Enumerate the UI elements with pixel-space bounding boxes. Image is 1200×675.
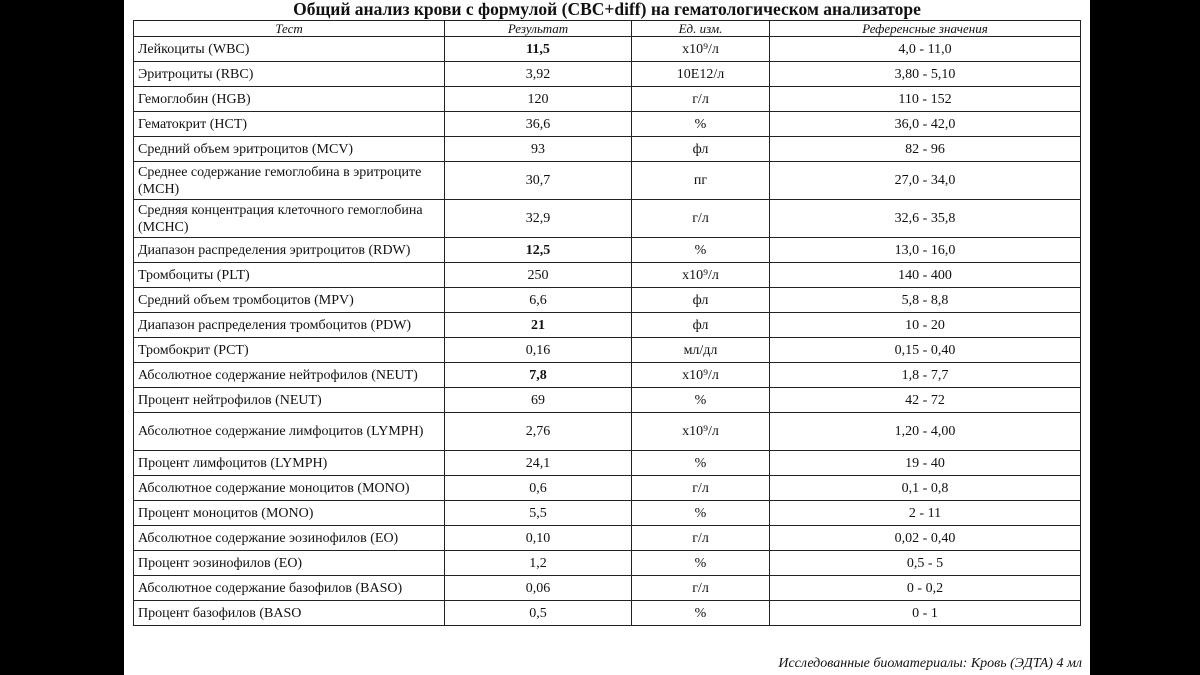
table-row xyxy=(134,62,1081,87)
unit-cell: % xyxy=(632,238,770,263)
table-row xyxy=(134,476,1081,501)
result-value-cell: 11,5 xyxy=(445,37,632,62)
test-name-cell: Средняя концентрация клеточного гемоглобина (MCHC) xyxy=(134,200,445,238)
test-name-cell: Процент эозинофилов (EO) xyxy=(134,551,445,576)
column-header-test: Тест xyxy=(134,21,445,37)
test-name-cell: Процент базофилов (BASO xyxy=(134,601,445,626)
unit-cell: x10⁹/л xyxy=(632,37,770,62)
result-value-cell: 7,8 xyxy=(445,363,632,388)
test-name-cell: Гематокрит (HCT) xyxy=(134,112,445,137)
reference-range-cell: 82 - 96 xyxy=(770,137,1081,162)
result-value-cell: 0,5 xyxy=(445,601,632,626)
table-row xyxy=(134,451,1081,476)
test-name-cell: Тромбокрит (PCT) xyxy=(134,338,445,363)
result-value-cell: 0,16 xyxy=(445,338,632,363)
result-value-cell: 36,6 xyxy=(445,112,632,137)
test-name-cell: Диапазон распределения эритроцитов (RDW) xyxy=(134,238,445,263)
table-row xyxy=(134,388,1081,413)
result-value-cell: 12,5 xyxy=(445,238,632,263)
unit-cell: фл xyxy=(632,288,770,313)
biomaterial-footer: Исследованные биоматериалы: Кровь (ЭДТА) 4 мл xyxy=(778,656,1082,671)
test-name-cell: Средний объем эритроцитов (MCV) xyxy=(134,137,445,162)
unit-cell: x10⁹/л xyxy=(632,413,770,451)
reference-range-cell: 0,15 - 0,40 xyxy=(770,338,1081,363)
results-table xyxy=(133,20,1081,626)
results-table-body xyxy=(134,37,1081,626)
reference-range-cell: 10 - 20 xyxy=(770,313,1081,338)
table-row xyxy=(134,37,1081,62)
result-value-cell: 32,9 xyxy=(445,200,632,238)
column-header-unit: Ед. изм. xyxy=(632,21,770,37)
table-row xyxy=(134,137,1081,162)
column-header-result: Результат xyxy=(445,21,632,37)
reference-range-cell: 32,6 - 35,8 xyxy=(770,200,1081,238)
table-row xyxy=(134,526,1081,551)
table-row xyxy=(134,238,1081,263)
result-value-cell: 0,6 xyxy=(445,476,632,501)
document-page xyxy=(124,0,1090,675)
reference-range-cell: 4,0 - 11,0 xyxy=(770,37,1081,62)
table-row xyxy=(134,288,1081,313)
unit-cell: % xyxy=(632,388,770,413)
reference-range-cell: 36,0 - 42,0 xyxy=(770,112,1081,137)
test-name-cell: Процент лимфоцитов (LYMPH) xyxy=(134,451,445,476)
reference-range-cell: 2 - 11 xyxy=(770,501,1081,526)
result-value-cell: 1,2 xyxy=(445,551,632,576)
table-row xyxy=(134,87,1081,112)
reference-range-cell: 5,8 - 8,8 xyxy=(770,288,1081,313)
table-row xyxy=(134,338,1081,363)
reference-range-cell: 110 - 152 xyxy=(770,87,1081,112)
result-value-cell: 6,6 xyxy=(445,288,632,313)
unit-cell: фл xyxy=(632,137,770,162)
result-value-cell: 0,06 xyxy=(445,576,632,601)
test-name-cell: Процент моноцитов (MONO) xyxy=(134,501,445,526)
result-value-cell: 69 xyxy=(445,388,632,413)
test-name-cell: Гемоглобин (HGB) xyxy=(134,87,445,112)
result-value-cell: 21 xyxy=(445,313,632,338)
table-row xyxy=(134,313,1081,338)
unit-cell: % xyxy=(632,451,770,476)
unit-cell: % xyxy=(632,501,770,526)
unit-cell: % xyxy=(632,112,770,137)
unit-cell: x10⁹/л xyxy=(632,363,770,388)
result-value-cell: 3,92 xyxy=(445,62,632,87)
result-value-cell: 93 xyxy=(445,137,632,162)
table-row xyxy=(134,413,1081,451)
reference-range-cell: 27,0 - 34,0 xyxy=(770,162,1081,200)
table-row xyxy=(134,576,1081,601)
reference-range-cell: 42 - 72 xyxy=(770,388,1081,413)
test-name-cell: Абсолютное содержание лимфоцитов (LYMPH) xyxy=(134,413,445,451)
result-value-cell: 24,1 xyxy=(445,451,632,476)
reference-range-cell: 13,0 - 16,0 xyxy=(770,238,1081,263)
test-name-cell: Диапазон распределения тромбоцитов (PDW) xyxy=(134,313,445,338)
reference-range-cell: 1,8 - 7,7 xyxy=(770,363,1081,388)
table-row xyxy=(134,200,1081,238)
test-name-cell: Эритроциты (RBC) xyxy=(134,62,445,87)
table-row xyxy=(134,363,1081,388)
result-value-cell: 30,7 xyxy=(445,162,632,200)
table-row xyxy=(134,112,1081,137)
test-name-cell: Среднее содержание гемоглобина в эритроците (MCH) xyxy=(134,162,445,200)
unit-cell: г/л xyxy=(632,576,770,601)
reference-range-cell: 19 - 40 xyxy=(770,451,1081,476)
reference-range-cell: 3,80 - 5,10 xyxy=(770,62,1081,87)
reference-range-cell: 1,20 - 4,00 xyxy=(770,413,1081,451)
reference-range-cell: 0,1 - 0,8 xyxy=(770,476,1081,501)
unit-cell: 10E12/л xyxy=(632,62,770,87)
test-name-cell: Тромбоциты (PLT) xyxy=(134,263,445,288)
table-row xyxy=(134,263,1081,288)
reference-range-cell: 140 - 400 xyxy=(770,263,1081,288)
result-value-cell: 250 xyxy=(445,263,632,288)
page-title: Общий анализ крови с формулой (CBC+diff) на гематологическом анализаторе xyxy=(293,0,921,19)
unit-cell: % xyxy=(632,551,770,576)
test-name-cell: Средний объем тромбоцитов (MPV) xyxy=(134,288,445,313)
table-header-row xyxy=(134,21,1081,37)
unit-cell: % xyxy=(632,601,770,626)
column-header-reference: Референсные значения xyxy=(770,21,1081,37)
unit-cell: г/л xyxy=(632,526,770,551)
table-row xyxy=(134,501,1081,526)
result-value-cell: 2,76 xyxy=(445,413,632,451)
result-value-cell: 5,5 xyxy=(445,501,632,526)
test-name-cell: Абсолютное содержание базофилов (BASO) xyxy=(134,576,445,601)
test-name-cell: Абсолютное содержание эозинофилов (EO) xyxy=(134,526,445,551)
unit-cell: г/л xyxy=(632,87,770,112)
reference-range-cell: 0,5 - 5 xyxy=(770,551,1081,576)
result-value-cell: 120 xyxy=(445,87,632,112)
test-name-cell: Лейкоциты (WBC) xyxy=(134,37,445,62)
unit-cell: г/л xyxy=(632,200,770,238)
test-name-cell: Абсолютное содержание моноцитов (MONO) xyxy=(134,476,445,501)
reference-range-cell: 0 - 1 xyxy=(770,601,1081,626)
table-row xyxy=(134,162,1081,200)
test-name-cell: Абсолютное содержание нейтрофилов (NEUT) xyxy=(134,363,445,388)
unit-cell: фл xyxy=(632,313,770,338)
unit-cell: мл/дл xyxy=(632,338,770,363)
table-row xyxy=(134,601,1081,626)
table-row xyxy=(134,551,1081,576)
unit-cell: пг xyxy=(632,162,770,200)
reference-range-cell: 0 - 0,2 xyxy=(770,576,1081,601)
reference-range-cell: 0,02 - 0,40 xyxy=(770,526,1081,551)
unit-cell: x10⁹/л xyxy=(632,263,770,288)
result-value-cell: 0,10 xyxy=(445,526,632,551)
unit-cell: г/л xyxy=(632,476,770,501)
test-name-cell: Процент нейтрофилов (NEUT) xyxy=(134,388,445,413)
